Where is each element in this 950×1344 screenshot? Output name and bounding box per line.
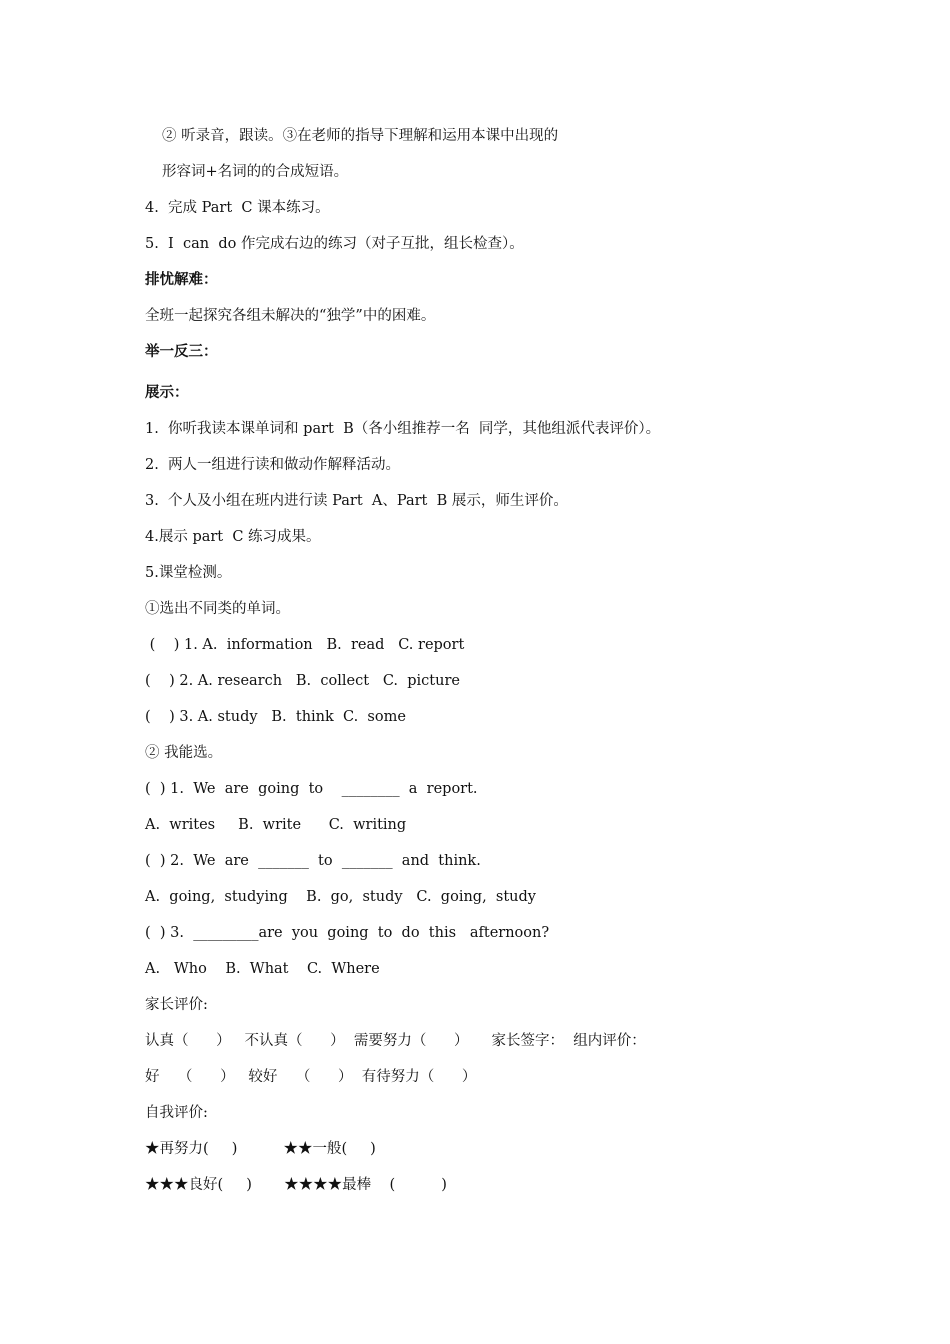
self-evaluation-row: ★★★良好( ) ★★★★最棒 ( ) (145, 1177, 447, 1193)
text-line: ② 我能选。 (145, 745, 223, 761)
text-line: 自我评价: (145, 1105, 208, 1121)
text-line: 家长评价: (145, 997, 208, 1013)
text-line: 5. I can do 作完成右边的练习（对子互批，组长检查）。 (145, 236, 524, 252)
text-line: 形容词+名词的的合成短语。 (162, 164, 349, 180)
text-line: ② 听录音，跟读。③在老师的指导下理解和运用本课中出现的 (162, 128, 559, 144)
quiz-options: A. writes B. write C. writing (145, 817, 407, 833)
section-heading: 展示： (145, 385, 189, 401)
text-line: 4.展示 part C 练习成果。 (145, 529, 321, 545)
section-heading: 排忧解难： (145, 272, 218, 288)
quiz-question: ( ) 2. We are _______ to _______ and think. (145, 853, 481, 869)
evaluation-row: 好 （ ） 较好 （ ） 有待努力（ ） (145, 1069, 477, 1085)
text-line: 5.课堂检测。 (145, 565, 232, 581)
text-line: 2. 两人一组进行读和做动作解释活动。 (145, 457, 401, 473)
quiz-question: ( ) 1. We are going to ________ a report. (145, 781, 478, 797)
section-heading: 举一反三： (145, 344, 218, 360)
evaluation-row: 认真（ ） 不认真（ ） 需要努力（ ） 家长签字： 组内评价： (145, 1033, 646, 1049)
text-line: 4. 完成 Part C 课本练习。 (145, 200, 330, 216)
quiz-question: ( ) 2. A. research B. collect C. picture (145, 673, 460, 689)
quiz-options: A. Who B. What C. Where (145, 961, 380, 977)
quiz-question: ( ) 3. A. study B. think C. some (145, 709, 406, 725)
text-line: 3. 个人及小组在班内进行读 Part A、Part B 展示，师生评价。 (145, 493, 568, 509)
text-line: 1. 你听我读本课单词和 part B（各小组推荐一名 同学，其他组派代表评价）。 (145, 421, 661, 437)
quiz-options: A. going, studying B. go, study C. going, study (145, 889, 536, 905)
self-evaluation-row: ★再努力( ) ★★一般( ) (145, 1141, 376, 1157)
quiz-question: ( ) 1. A. information B. read C. report (145, 637, 465, 653)
text-line: 全班一起探究各组未解决的“独学”中的困难。 (145, 308, 436, 324)
text-line: ①选出不同类的单词。 (145, 601, 290, 617)
quiz-question: ( ) 3. _________are you going to do this afternoon? (145, 925, 550, 941)
